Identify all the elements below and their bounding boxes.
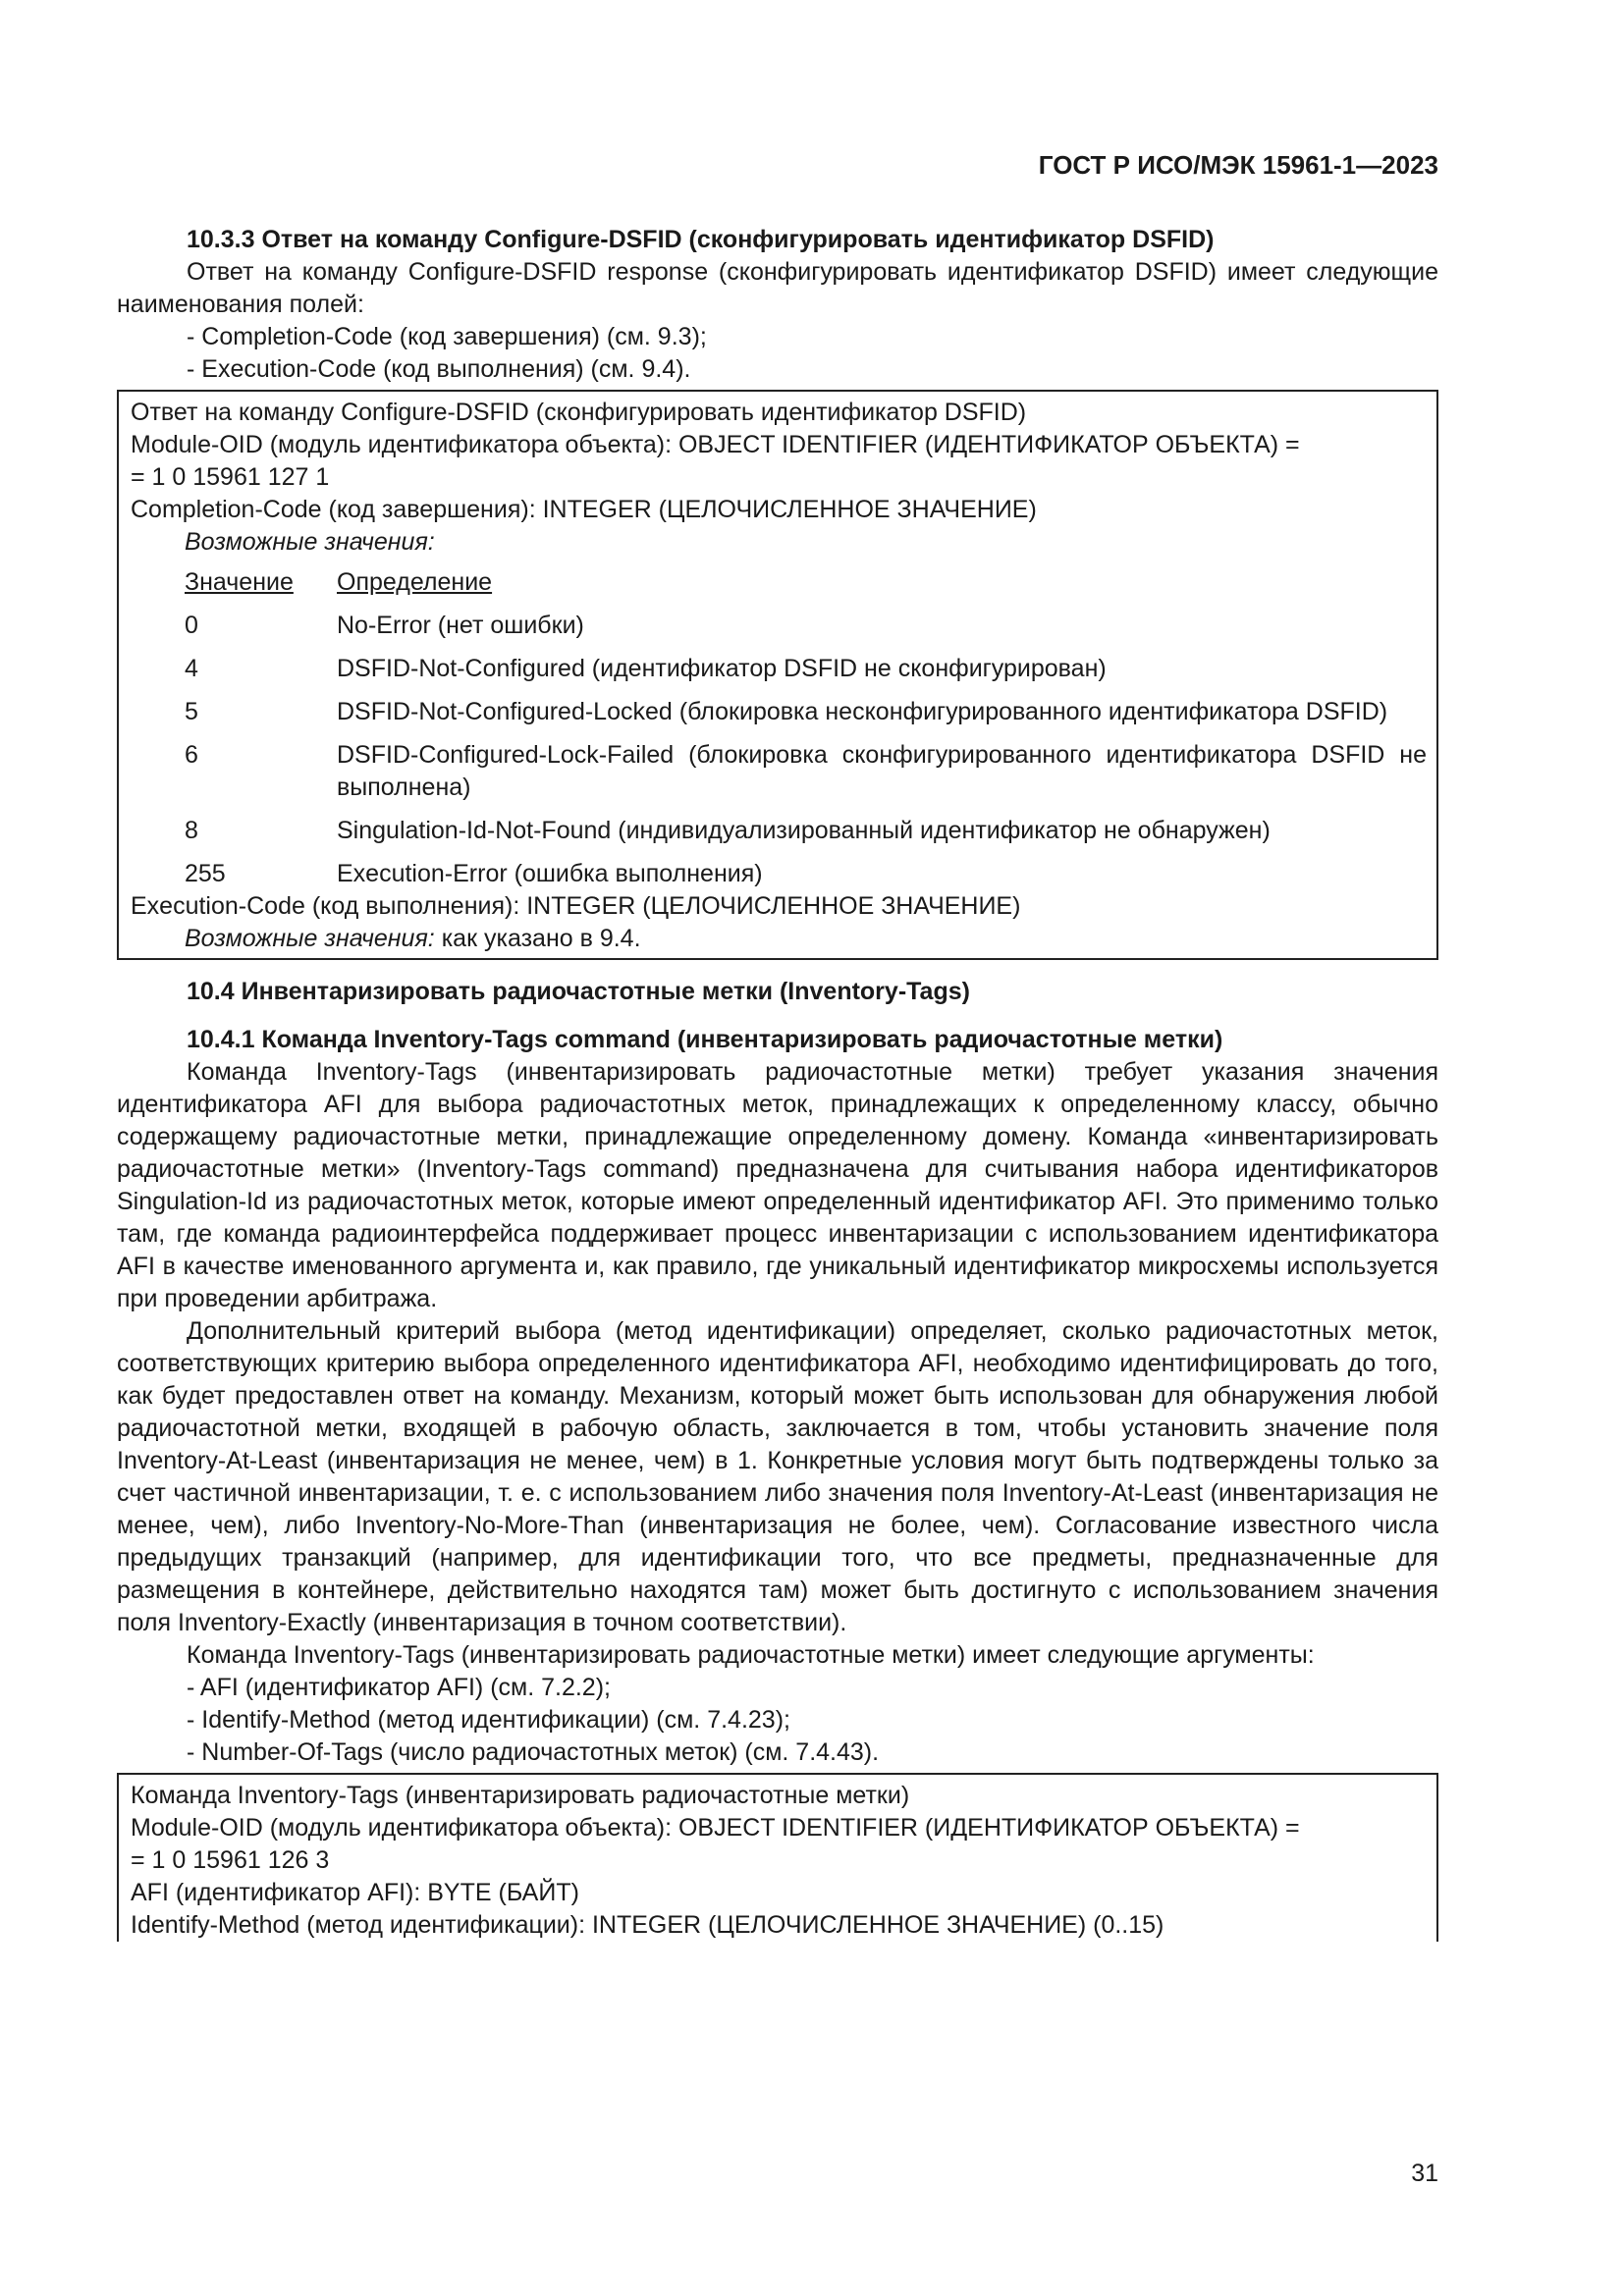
possible-values-label: Возможные значения: [185, 925, 435, 952]
paragraph: Команда Inventory-Tags (инвентаризировать радиочастотные метки) имеет следующие аргументы: [187, 1641, 1315, 1669]
box-title: Команда Inventory-Tags (инвентаризировать радиочастотные метки) [131, 1782, 910, 1809]
paragraph: Дополнительный критерий выбора (метод идентификации) определяет, сколько радиочастотных меток, соответствующих критерию выбора определенного идентификатора AFI, необходимо идентифицировать до того, как будет предоставлен ответ на команду. Механизм, который может быть использован для обнаружения любой радиочастотной метки, входящей в рабочую область, заключается в том, чтобы установить значение поля Inventory-At-Least (инвентаризация не менее, чем) в 1. Конкретные условия могут быть подтверждены только за счет частичной инвентаризации, т. е. с использованием либо значения поля Inventory-At-Least (инвентаризация не менее, чем), либо Inventory-No-More-Than (инвентаризация не более, чем). Согласование известного числа предыдущих транзакций (например, для идентификации того, что все предметы, предназначенные для размещения в контейнере, действительно находятся там) может быть достигнуто с использованием значения поля Inventory-Exactly (инвентаризация в точном соответствии). [117, 1317, 1438, 1636]
asn-box-configure-dsfid-response [117, 390, 1438, 960]
value-code: 5 [185, 698, 198, 725]
values-table-header [185, 566, 1427, 599]
asn-box-inventory-tags-command [117, 1773, 1438, 1942]
value-code: 4 [185, 655, 198, 682]
value-code: 255 [185, 860, 226, 887]
execution-code-line: Execution-Code (код выполнения): INTEGER (ЦЕЛОЧИСЛЕННОЕ ЗНАЧЕНИЕ) [131, 892, 1021, 920]
possible-values-execution [131, 923, 1427, 955]
section-10-3-3-heading: 10.3.3 Ответ на команду Configure-DSFID (сконфигурировать идентификатор DSFID) [187, 226, 1215, 253]
value-definition: DSFID-Not-Configured-Locked (блокировка несконфигурированного идентификатора DSFID) [337, 698, 1388, 725]
paragraph: Команда Inventory-Tags (инвентаризировать радиочастотные метки) требует указания значения идентификатора AFI для выбора радиочастотных меток, принадлежащих к определенному классу, обычно содержащему радиочастотные метки, принадлежащие определенному домену. Команда «инвентаризировать радиочастотные метки» (Inventory-Tags command) предназначена для считывания набора идентификаторов Singulation-Id из радиочастотных меток, которые имеют определенный идентификатор AFI. Это применимо только там, где команда радиоинтерфейса поддерживает процесс инвентаризации с использованием идентификатора AFI в качестве именованного аргумента и, как правило, где уникальный идентификатор микросхемы используется при проведении арбитража. [117, 1058, 1438, 1312]
table-row [185, 815, 1427, 847]
value-definition: Singulation-Id-Not-Found (индивидуализированный идентификатор не обнаружен) [337, 817, 1271, 844]
value-definition: Execution-Error (ошибка выполнения) [337, 860, 763, 887]
list-item: - Number-Of-Tags (число радиочастотных меток) (см. 7.4.43). [187, 1738, 880, 1766]
module-oid-value: = 1 0 15961 127 1 [131, 463, 330, 491]
table-row [185, 653, 1427, 685]
list-item: - Completion-Code (код завершения) (см. 9.3); [187, 323, 707, 350]
table-row [185, 610, 1427, 642]
table-row [185, 858, 1427, 890]
value-code: 0 [185, 612, 198, 639]
page-number: 31 [1411, 2160, 1438, 2187]
section-10-4-1-heading: 10.4.1 Команда Inventory-Tags command (инвентаризировать радиочастотные метки) [187, 1026, 1223, 1053]
list-item: - Execution-Code (код выполнения) (см. 9.4). [187, 355, 691, 383]
module-oid-value: = 1 0 15961 126 3 [131, 1846, 330, 1874]
value-code: 8 [185, 817, 198, 844]
list-item: - AFI (идентификатор AFI) (см. 7.2.2); [187, 1674, 611, 1701]
table-row [185, 696, 1427, 728]
value-definition: No-Error (нет ошибки) [337, 612, 584, 639]
page-body [117, 224, 1438, 1942]
identify-method-line: Identify-Method (метод идентификации): INTEGER (ЦЕЛОЧИСЛЕННОЕ ЗНАЧЕНИЕ) (0..15) [131, 1911, 1164, 1939]
value-definition: DSFID-Not-Configured (идентификатор DSFID не сконфигурирован) [337, 655, 1107, 682]
section-10-3-3-intro: Ответ на команду Configure-DSFID response (сконфигурировать идентификатор DSFID) имеет следующие наименования полей: [117, 258, 1438, 318]
values-table [185, 566, 1427, 890]
table-row [185, 739, 1427, 804]
value-definition: DSFID-Configured-Lock-Failed (блокировка сконфигурированного идентификатора DSFID не выполнена) [337, 741, 1427, 801]
afi-line: AFI (идентификатор AFI): BYTE (БАЙТ) [131, 1879, 579, 1906]
list-item: - Identify-Method (метод идентификации) (см. 7.4.23); [187, 1706, 790, 1734]
section-10-4-heading: 10.4 Инвентаризировать радиочастотные метки (Inventory-Tags) [187, 978, 970, 1005]
column-header-definition: Определение [337, 568, 493, 596]
box-title: Ответ на команду Configure-DSFID (сконфигурировать идентификатор DSFID) [131, 399, 1027, 426]
document-header: ГОСТ Р ИСО/МЭК 15961-1—2023 [1038, 150, 1438, 180]
column-header-value: Значение [185, 568, 294, 596]
module-oid-line: Module-OID (модуль идентификатора объекта): OBJECT IDENTIFIER (ИДЕНТИФИКАТОР ОБЪЕКТА) = [131, 431, 1300, 458]
value-code: 6 [185, 741, 198, 769]
module-oid-line: Module-OID (модуль идентификатора объекта): OBJECT IDENTIFIER (ИДЕНТИФИКАТОР ОБЪЕКТА) = [131, 1814, 1300, 1842]
completion-code-line: Completion-Code (код завершения): INTEGER (ЦЕЛОЧИСЛЕННОЕ ЗНАЧЕНИЕ) [131, 496, 1037, 523]
possible-values-label: Возможные значения: [185, 528, 435, 556]
possible-values-text: как указано в 9.4. [434, 925, 641, 952]
